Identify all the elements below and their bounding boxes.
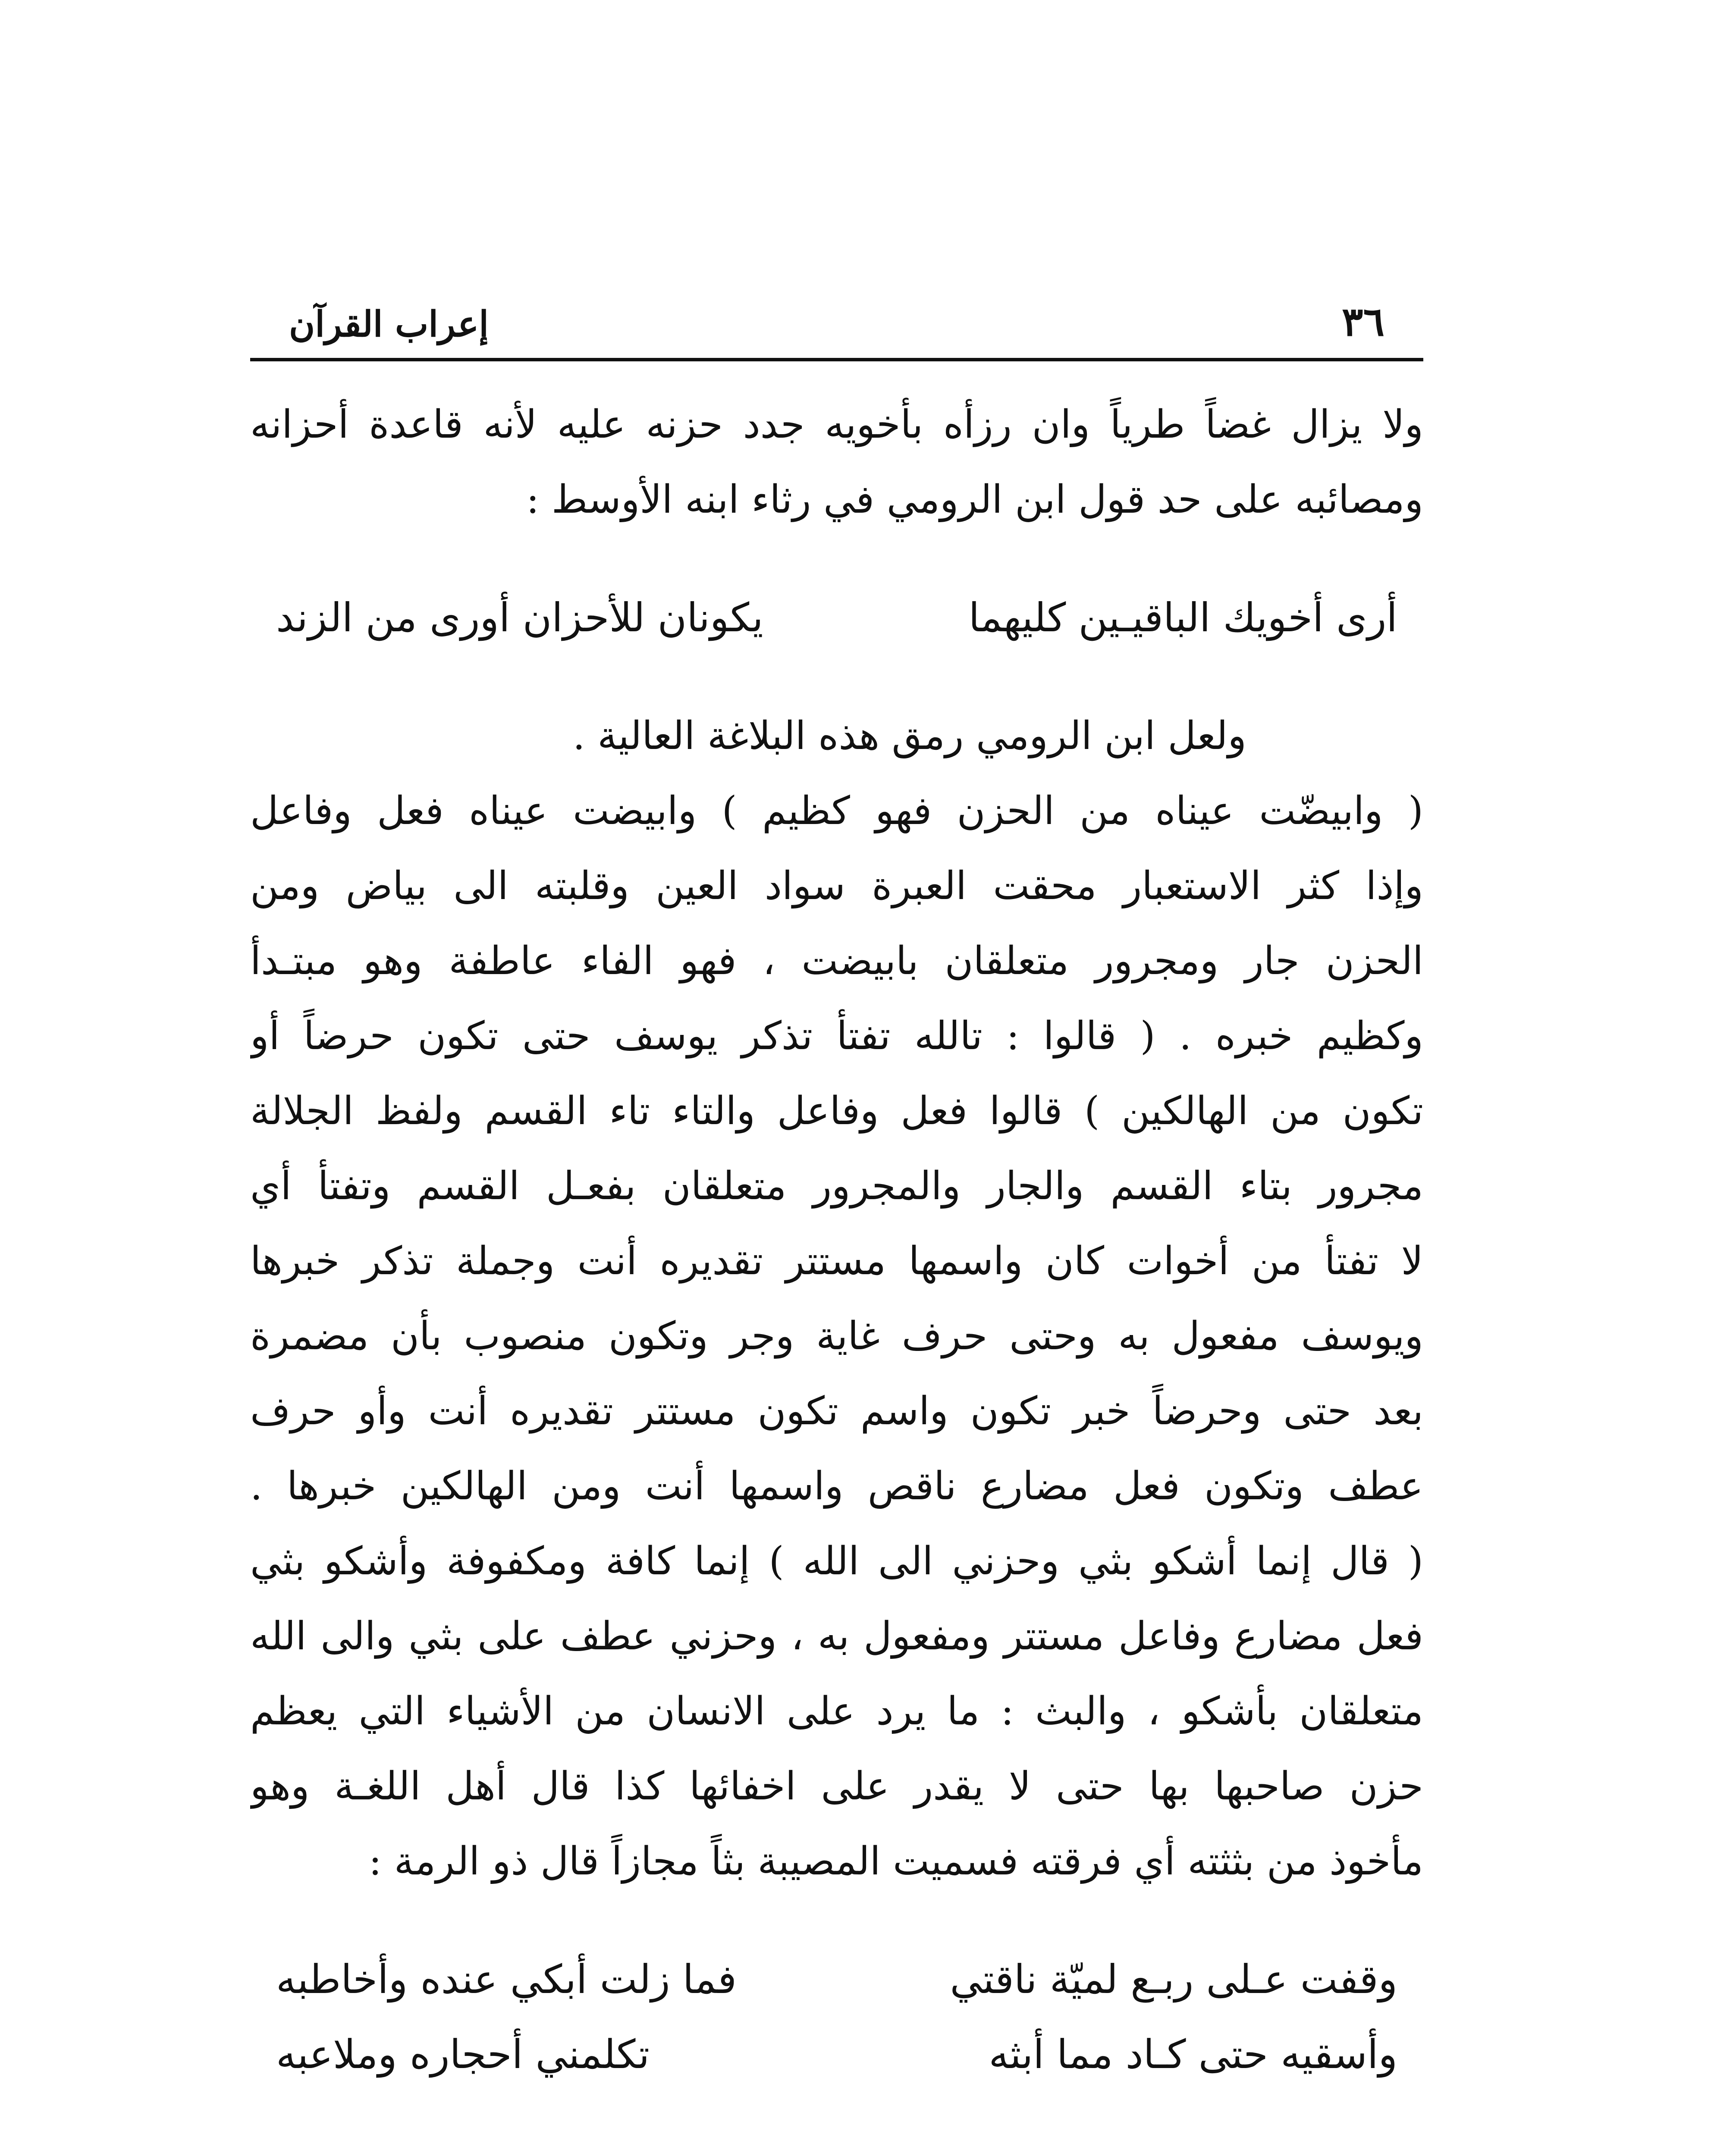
intro-paragraph: [250, 387, 1423, 537]
spacer: [250, 537, 1423, 580]
poem-verse: [250, 1942, 1423, 2017]
main-paragraph: [250, 774, 1423, 1899]
text-line: عطف وتكون فعل مضارع ناقص واسمها أنت ومن الهالكين خبرها .: [250, 1463, 1423, 1509]
book-page: [250, 280, 1423, 2092]
text-line: لا تفتأ من أخوات كان واسمها مستتر تقديره أنت وجملة تذكر خبرها: [250, 1238, 1423, 1284]
text-line: تكون من الهالكين ) قالوا فعل وفاعل والتاء تاء القسم ولفظ الجلالة: [250, 1088, 1423, 1134]
text-line: ( وابيضّت عيناه من الحزن فهو كظيم ) وابيضت عيناه فعل وفاعل: [250, 788, 1423, 834]
text-line: ويوسف مفعول به وحتى حرف غاية وجر وتكون منصوب بأن مضمرة: [250, 1313, 1423, 1359]
poem-verse: [250, 2017, 1423, 2092]
first-hemistich: وقفت عـلى ربـع لميّة ناقتي: [950, 1956, 1397, 2002]
poem-dhu-al-rumma: [250, 1942, 1423, 2092]
second-hemistich: فما زلت أبكي عنده وأخاطبه: [276, 1956, 737, 2002]
second-hemistich: يكونان للأحزان أورى من الزند: [276, 595, 763, 641]
text-line: الحزن جار ومجرور متعلقان بابيضت ، فهو الفاء عاطفة وهو مبتـدأ: [250, 938, 1423, 984]
spacer: [250, 1899, 1423, 1942]
first-hemistich: وأسقيه حتى كـاد مما أبثه: [989, 2031, 1397, 2078]
text-line: متعلقان بأشكو ، والبث : ما يرد على الانسان من الأشياء التي يعظم: [250, 1689, 1423, 1734]
text-line: مأخوذ من بثثته أي فرقته فسميت المصيبة بثاً مجازاً قال ذو الرمة :: [368, 1839, 1423, 1884]
text-line: ( قال إنما أشكو بثي وحزني الى الله ) إنما كافة ومكفوفة وأشكو بثي: [250, 1539, 1423, 1584]
text-line: حزن صاحبها بها حتى لا يقدر على اخفائها كذا قال أهل اللغـة وهو: [250, 1764, 1423, 1809]
text-line: ومصائبه على حد قول ابن الرومي في رثاء ابنه الأوسط :: [526, 477, 1423, 522]
text-line: ولا يزال غضاً طرياً وان رزأه بأخويه جدد حزنه عليه لأنه قاعدة أحزانه: [250, 402, 1423, 447]
second-hemistich: تكلمني أحجاره وملاعبه: [276, 2031, 650, 2078]
text-line: بعد حتى وحرضاً خبر تكون واسم تكون مستتر تقديره أنت وأو حرف: [250, 1388, 1423, 1434]
header-rule: [250, 358, 1423, 361]
text-line: وإذا كثر الاستعبار محقت العبرة سواد العين وقلبته الى بياض ومن: [250, 863, 1423, 909]
text-line: فعل مضارع وفاعل مستتر ومفعول به ، وحزني عطف على بثي والى الله: [250, 1614, 1423, 1659]
book-title: إعراب القرآن: [289, 304, 489, 345]
verse-ibn-al-rumi: [250, 580, 1423, 655]
page-header: [250, 280, 1423, 345]
text-line: مجرور بتاء القسم والجار والمجرور متعلقان بفعـل القسم وتفتأ أي: [250, 1163, 1423, 1209]
text-line: وكظيم خبره . ( قالوا : تالله تفتأ تذكر يوسف حتى تكون حرضاً أو: [250, 1013, 1423, 1059]
closing-sentence: ولعل ابن الرومي رمق هذه البلاغة العالية .: [573, 713, 1246, 758]
first-hemistich: أرى أخويك الباقيـين كليهما: [968, 595, 1397, 641]
spacer: [250, 655, 1423, 699]
page-number: ٣٦: [1342, 298, 1384, 345]
